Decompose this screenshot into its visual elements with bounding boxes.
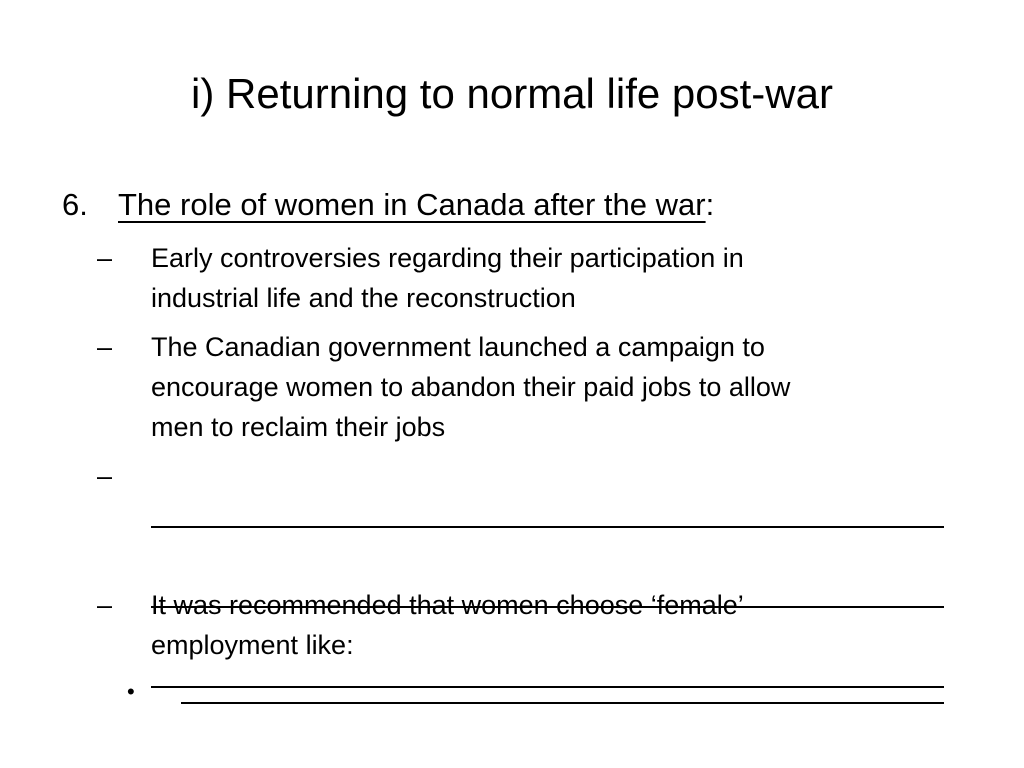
sub-bullet-item-fill-in	[0, 672, 1024, 712]
blank-answer-line	[151, 496, 944, 536]
dash-marker: –	[97, 590, 113, 620]
bullet-text: It was recommended that women choose ‘female’ employment like:	[151, 590, 744, 660]
heading-number: 6.	[62, 187, 88, 222]
bullet-text: Early controversies regarding their participation in industrial life and the reconstruction	[151, 243, 744, 313]
heading-suffix: :	[705, 187, 715, 222]
dash-marker: –	[97, 243, 113, 273]
dash-marker: –	[97, 461, 113, 491]
blank-answer-line	[181, 672, 944, 712]
bullet-text: The Canadian government launched a campaign to encourage women to abandon their paid jobs to allow men to reclaim their jobs	[151, 332, 791, 442]
section-heading	[62, 184, 714, 226]
heading-topic: The role of women in Canada after the war	[118, 187, 706, 222]
dash-marker: –	[97, 332, 113, 362]
slide-title: i) Returning to normal life post-war	[191, 70, 833, 117]
dot-marker: •	[127, 679, 135, 704]
